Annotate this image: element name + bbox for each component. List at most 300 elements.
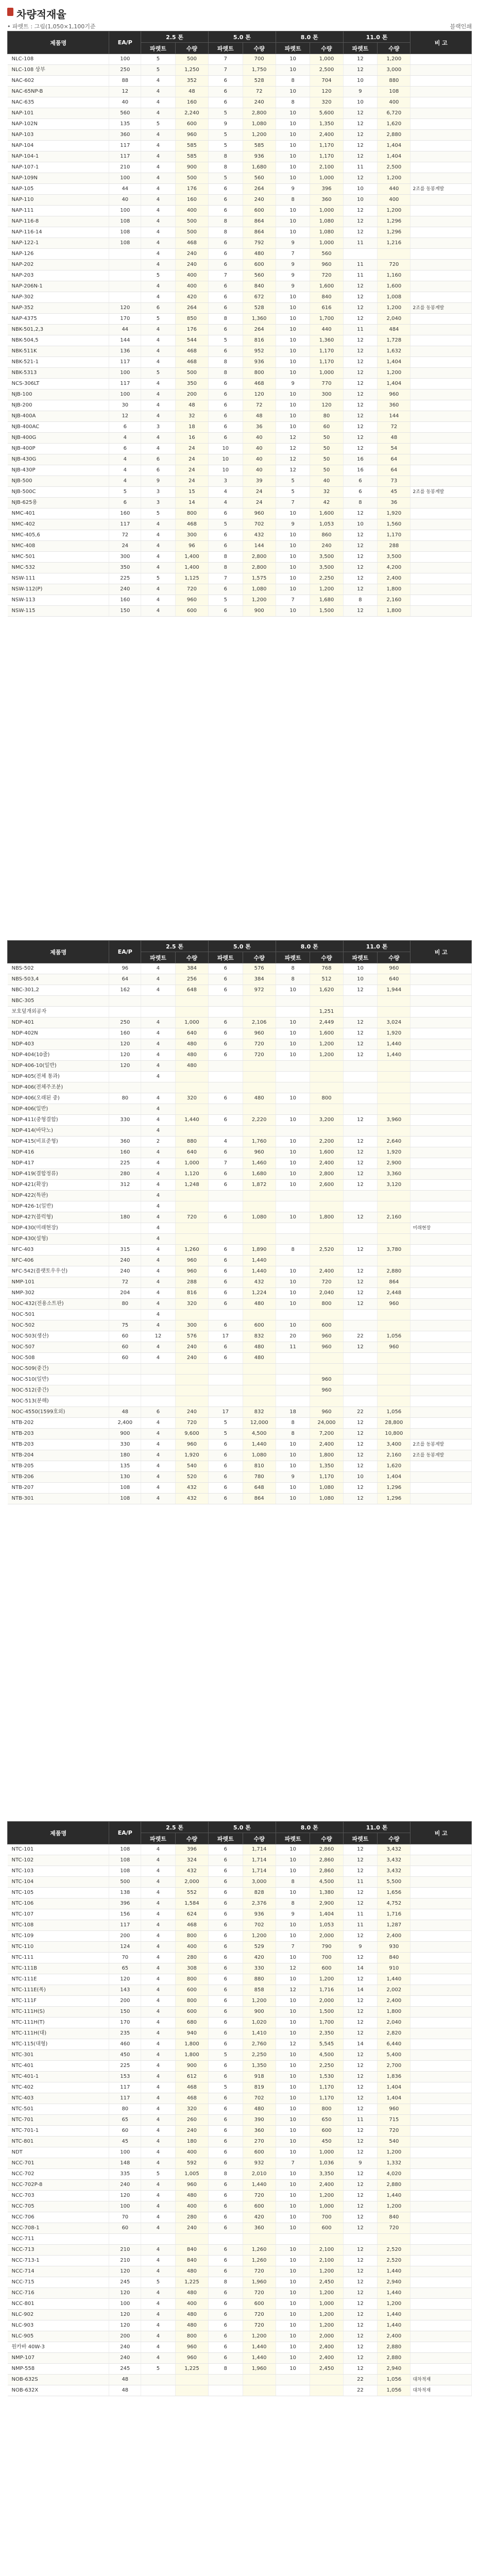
product-name-cell: NAP-122-1 — [8, 238, 109, 249]
value-cell: 120 — [109, 1061, 141, 1072]
product-name-cell: NSW-115 — [8, 606, 109, 617]
value-cell: 108 — [109, 238, 141, 249]
value-cell: 12 — [343, 1299, 378, 1310]
value-cell: 2,400 — [378, 573, 410, 584]
value-cell: 4 — [141, 1461, 176, 1472]
value-cell: 4 — [141, 1018, 176, 1028]
value-cell — [378, 1072, 410, 1082]
value-cell: 70 — [109, 1953, 141, 1963]
note-cell — [410, 1877, 472, 1888]
value-cell: 8 — [208, 2364, 243, 2375]
value-cell: 12 — [343, 2169, 378, 2180]
value-cell: 1,560 — [378, 519, 410, 530]
note-cell — [410, 54, 472, 65]
product-name-cell: NDP-419(결합정류) — [8, 1169, 109, 1180]
product-name-cell: NTC-111E — [8, 1974, 109, 1985]
value-cell: 1,700 — [310, 314, 343, 325]
header-truck-t110: 11.0 톤 — [343, 1822, 410, 1833]
table-row — [8, 292, 472, 303]
value-cell: 4 — [141, 2245, 176, 2256]
value-cell: 1,360 — [243, 314, 276, 325]
value-cell: 770 — [310, 379, 343, 389]
value-cell: 12 — [343, 1169, 378, 1180]
value-cell: 6 — [109, 498, 141, 509]
value-cell — [109, 1126, 141, 1137]
value-cell: 6 — [141, 303, 176, 314]
value-cell: 12 — [343, 303, 378, 314]
value-cell: 6 — [208, 1320, 243, 1331]
value-cell: 960 — [175, 1256, 208, 1266]
value-cell: 6 — [208, 1931, 243, 1942]
product-name-cell: NMC-401 — [8, 509, 109, 519]
product-name-cell: NBS-502 — [8, 963, 109, 974]
value-cell: 240 — [175, 1342, 208, 1353]
table-row — [8, 2126, 472, 2137]
value-cell: 1,440 — [378, 1050, 410, 1061]
product-name-cell: NTC-108 — [8, 1920, 109, 1931]
note-cell — [410, 379, 472, 389]
value-cell: 560 — [310, 249, 343, 260]
value-cell: 160 — [109, 595, 141, 606]
note-cell — [410, 87, 472, 97]
value-cell: 700 — [310, 2212, 343, 2223]
value-cell: 1,404 — [378, 141, 410, 151]
value-cell: 4 — [141, 151, 176, 162]
table-row — [8, 2234, 472, 2245]
value-cell: 6 — [208, 1018, 243, 1028]
value-cell: 10 — [276, 1137, 310, 1147]
value-cell: 1,440 — [243, 2353, 276, 2364]
note-cell — [410, 151, 472, 162]
value-cell — [378, 2234, 410, 2245]
value-cell — [276, 1310, 310, 1320]
value-cell: 12 — [343, 606, 378, 617]
value-cell: 1,440 — [243, 1256, 276, 1266]
note-cell — [410, 1483, 472, 1494]
value-cell: 6 — [208, 2342, 243, 2353]
note-cell — [410, 2147, 472, 2158]
table-row — [8, 1288, 472, 1299]
product-name-cell: NDP-406(일반) — [8, 1104, 109, 1115]
value-cell: 120 — [310, 87, 343, 97]
value-cell — [175, 1234, 208, 1245]
value-cell: 36 — [378, 498, 410, 509]
value-cell: 4 — [141, 2018, 176, 2028]
note-cell: 2조를 동봉계발 — [410, 487, 472, 498]
header-pallet-count: 파렛트 — [141, 43, 176, 54]
value-cell: 10 — [276, 2212, 310, 2223]
value-cell: 612 — [175, 2072, 208, 2082]
value-cell: 2,400 — [310, 2353, 343, 2364]
value-cell: 648 — [175, 985, 208, 996]
value-cell: 6 — [208, 2126, 243, 2137]
value-cell: 5 — [276, 476, 310, 487]
value-cell: 672 — [243, 292, 276, 303]
value-cell — [208, 996, 243, 1007]
value-cell: 1,440 — [378, 2320, 410, 2331]
value-cell: 560 — [243, 270, 276, 281]
value-cell: 6 — [208, 2223, 243, 2234]
table-row — [8, 563, 472, 573]
header-note: 비 고 — [410, 1822, 472, 1844]
value-cell: 50 — [310, 454, 343, 465]
table-row — [8, 216, 472, 227]
value-cell: 5 — [141, 65, 176, 76]
product-name-cell: NAP-116-14 — [8, 227, 109, 238]
value-cell: 180 — [175, 2137, 208, 2147]
value-cell: 5 — [208, 335, 243, 346]
product-name-cell: NJB-430P — [8, 465, 109, 476]
value-cell: 396 — [175, 1844, 208, 1855]
value-cell: 240 — [175, 1353, 208, 1364]
value-cell: 240 — [243, 97, 276, 108]
value-cell: 4 — [141, 2039, 176, 2050]
value-cell: 4 — [141, 87, 176, 97]
value-cell: 48 — [175, 87, 208, 97]
value-cell: 6 — [208, 1277, 243, 1288]
value-cell: 6 — [208, 2331, 243, 2342]
note-cell — [410, 2234, 472, 2245]
product-name-cell: NDP-403 — [8, 1039, 109, 1050]
value-cell: 600 — [243, 1320, 276, 1331]
value-cell: 12 — [343, 389, 378, 400]
table-row — [8, 1855, 472, 1866]
value-cell: 5 — [208, 1418, 243, 1429]
product-name-cell: NLC-902 — [8, 2310, 109, 2320]
value-cell: 600 — [310, 2126, 343, 2137]
value-cell: 4 — [141, 2115, 176, 2126]
value-cell: 240 — [310, 541, 343, 552]
value-cell: 12 — [343, 1147, 378, 1158]
product-name-cell: NDP-411(중형결합) — [8, 1115, 109, 1126]
value-cell: 40 — [243, 433, 276, 444]
table-row — [8, 1277, 472, 1288]
value-cell: 6 — [208, 1147, 243, 1158]
value-cell: 264 — [243, 184, 276, 195]
product-name-cell: NDP-414(바닥노) — [8, 1126, 109, 1137]
value-cell: 1,872 — [243, 1180, 276, 1191]
value-cell: 1,170 — [310, 1472, 343, 1483]
table-row — [8, 1234, 472, 1245]
value-cell: 10 — [276, 2147, 310, 2158]
value-cell: 180 — [109, 1212, 141, 1223]
value-cell: 10 — [276, 1920, 310, 1931]
value-cell: 60 — [109, 2126, 141, 2137]
value-cell — [243, 2375, 276, 2385]
value-cell: 9 — [276, 238, 310, 249]
value-cell: 1,404 — [378, 2082, 410, 2093]
value-cell: 6 — [208, 974, 243, 985]
product-name-cell: NCC-703 — [8, 2191, 109, 2201]
value-cell: 600 — [310, 2223, 343, 2234]
value-cell — [109, 292, 141, 303]
note-cell — [410, 2028, 472, 2039]
value-cell: 3,780 — [378, 1245, 410, 1256]
product-name-cell: NOC-4550(1599호외) — [8, 1407, 109, 1418]
table-row — [8, 1996, 472, 2007]
value-cell: 10 — [276, 2223, 310, 2234]
value-cell: 12 — [343, 2212, 378, 2223]
value-cell: 1,750 — [243, 65, 276, 76]
value-cell: 4 — [141, 1439, 176, 1450]
product-name-cell: NOC-432(전용소트판) — [8, 1299, 109, 1310]
value-cell: 960 — [378, 963, 410, 974]
value-cell: 136 — [109, 346, 141, 357]
table-row — [8, 2299, 472, 2310]
header-product-name: 제품명 — [8, 941, 109, 963]
value-cell: 5 — [141, 119, 176, 130]
value-cell: 9 — [276, 519, 310, 530]
value-cell: 240 — [109, 2342, 141, 2353]
value-cell: 4 — [141, 1899, 176, 1909]
value-cell: 8 — [276, 963, 310, 974]
value-cell: 1,404 — [378, 379, 410, 389]
header-quantity: 수량 — [175, 1833, 208, 1844]
value-cell: 5 — [208, 1429, 243, 1439]
table-row — [8, 2158, 472, 2169]
value-cell: 1,200 — [310, 2266, 343, 2277]
product-name-cell: NTB-203 — [8, 1429, 109, 1439]
value-cell: 6 — [208, 1299, 243, 1310]
value-cell: 4 — [141, 985, 176, 996]
table-row — [8, 281, 472, 292]
product-name-cell: NAC-65NP-B — [8, 87, 109, 97]
header-pallet-count: 파렛트 — [276, 952, 310, 963]
value-cell: 2,640 — [378, 1137, 410, 1147]
value-cell — [343, 1061, 378, 1072]
note-cell — [410, 216, 472, 227]
value-cell — [276, 1223, 310, 1234]
value-cell: 1,404 — [310, 1909, 343, 1920]
product-name-cell: NJB-500C — [8, 487, 109, 498]
table-row — [8, 141, 472, 151]
value-cell: 6 — [208, 2266, 243, 2277]
note-cell — [410, 292, 472, 303]
value-cell: 4 — [141, 1931, 176, 1942]
value-cell: 12 — [343, 2353, 378, 2364]
value-cell: 200 — [109, 1931, 141, 1942]
product-name-cell: NJB-400AC — [8, 422, 109, 433]
value-cell: 24 — [243, 498, 276, 509]
value-cell — [208, 1201, 243, 1212]
value-cell: 840 — [175, 2256, 208, 2266]
value-cell — [276, 1104, 310, 1115]
product-name-cell: NLC-903 — [8, 2320, 109, 2331]
value-cell: 400 — [175, 281, 208, 292]
table-row — [8, 509, 472, 519]
note-cell — [410, 1256, 472, 1266]
table-row — [8, 2223, 472, 2234]
product-name-cell: NAC-635 — [8, 97, 109, 108]
value-cell: 24 — [175, 476, 208, 487]
product-name-cell: NBK-501,2,3 — [8, 325, 109, 335]
value-cell: 936 — [243, 1909, 276, 1920]
value-cell: 1,053 — [310, 519, 343, 530]
value-cell: 108 — [378, 87, 410, 97]
value-cell: 2,350 — [310, 2028, 343, 2039]
value-cell: 1,836 — [378, 2072, 410, 2082]
value-cell: 1,080 — [310, 227, 343, 238]
value-cell: 1,000 — [175, 1018, 208, 1028]
value-cell: 2,240 — [175, 108, 208, 119]
value-cell — [208, 1061, 243, 1072]
value-cell: 170 — [109, 314, 141, 325]
value-cell: 4 — [141, 281, 176, 292]
value-cell: 10 — [276, 2104, 310, 2115]
note-cell — [410, 2126, 472, 2137]
value-cell: 1,400 — [175, 552, 208, 563]
header-quantity: 수량 — [175, 952, 208, 963]
value-cell: 12 — [343, 1028, 378, 1039]
table-row — [8, 325, 472, 335]
value-cell: 2,449 — [310, 1018, 343, 1028]
value-cell: 235 — [109, 2028, 141, 2039]
value-cell: 4 — [141, 76, 176, 87]
note-cell: 대차적재 — [410, 2375, 472, 2385]
value-cell: 10 — [276, 1115, 310, 1126]
value-cell — [208, 1364, 243, 1375]
value-cell: 300 — [175, 530, 208, 541]
product-name-cell: NTB-204 — [8, 1450, 109, 1461]
value-cell: 4 — [141, 595, 176, 606]
table-row — [8, 1169, 472, 1180]
value-cell — [243, 1072, 276, 1082]
value-cell: 960 — [310, 1385, 343, 1396]
value-cell: 819 — [243, 2082, 276, 2093]
value-cell: 2,860 — [310, 1855, 343, 1866]
value-cell: 108 — [109, 227, 141, 238]
value-cell: 5 — [208, 141, 243, 151]
value-cell: 9 — [276, 281, 310, 292]
product-name-cell: NFC-406 — [8, 1256, 109, 1266]
value-cell: 10 — [276, 227, 310, 238]
value-cell — [109, 1385, 141, 1396]
table-row — [8, 2385, 472, 2396]
value-cell — [310, 2385, 343, 2396]
value-cell: 148 — [109, 2158, 141, 2169]
value-cell: 396 — [109, 1899, 141, 1909]
value-cell: 960 — [378, 1299, 410, 1310]
value-cell — [378, 1201, 410, 1212]
table-row — [8, 996, 472, 1007]
print-link[interactable]: 블랙인쇄 — [450, 23, 472, 30]
value-cell: 5 — [141, 573, 176, 584]
value-cell: 840 — [243, 281, 276, 292]
value-cell: 1,716 — [378, 1909, 410, 1920]
value-cell: 12 — [343, 2093, 378, 2104]
value-cell: 10 — [276, 1494, 310, 1504]
value-cell: 500 — [175, 173, 208, 184]
table-row — [8, 2375, 472, 2385]
table-row — [8, 1953, 472, 1963]
value-cell: 384 — [175, 963, 208, 974]
table-row — [8, 519, 472, 530]
product-name-cell: NAP-107-1 — [8, 162, 109, 173]
value-cell: 6 — [208, 1855, 243, 1866]
value-cell: 44 — [109, 325, 141, 335]
value-cell: 1,400 — [175, 563, 208, 573]
value-cell: 60 — [109, 1331, 141, 1342]
value-cell: 6 — [208, 530, 243, 541]
value-cell: 2,400 — [310, 2180, 343, 2191]
value-cell: 10 — [276, 2320, 310, 2331]
product-name-cell: NAP-101 — [8, 108, 109, 119]
value-cell: 6 — [208, 2201, 243, 2212]
product-name-cell: NTC-401 — [8, 2061, 109, 2072]
value-cell: 9 — [276, 260, 310, 270]
table-row — [8, 2191, 472, 2201]
value-cell: 1,890 — [243, 1245, 276, 1256]
value-cell: 10 — [276, 1931, 310, 1942]
value-cell: 7 — [208, 1158, 243, 1169]
value-cell: 12 — [343, 2028, 378, 2039]
value-cell: 2,940 — [378, 2277, 410, 2288]
value-cell: 4 — [141, 963, 176, 974]
value-cell: 1,944 — [378, 985, 410, 996]
header-quantity: 수량 — [310, 1833, 343, 1844]
note-cell — [410, 2180, 472, 2191]
value-cell — [208, 1375, 243, 1385]
note-cell: 2조를 동봉계발 — [410, 184, 472, 195]
note-cell — [410, 530, 472, 541]
value-cell: 4 — [141, 606, 176, 617]
value-cell: 10 — [276, 368, 310, 379]
note-cell — [410, 195, 472, 206]
value-cell: 8 — [208, 314, 243, 325]
value-cell — [208, 1126, 243, 1137]
value-cell: 8 — [208, 368, 243, 379]
product-name-cell: NTC-501 — [8, 2104, 109, 2115]
value-cell: 12 — [343, 1115, 378, 1126]
value-cell: 10 — [208, 465, 243, 476]
value-cell: 240 — [109, 1266, 141, 1277]
value-cell: 1,000 — [310, 206, 343, 216]
value-cell: 2,900 — [378, 1158, 410, 1169]
value-cell: 7 — [208, 573, 243, 584]
value-cell: 170 — [109, 2018, 141, 2028]
value-cell: 400 — [175, 2201, 208, 2212]
value-cell — [310, 1310, 343, 1320]
header-quantity: 수량 — [175, 43, 208, 54]
product-name-cell: NDP-417 — [8, 1158, 109, 1169]
value-cell: 12 — [343, 2299, 378, 2310]
value-cell: 792 — [243, 238, 276, 249]
value-cell: 800 — [310, 1299, 343, 1310]
note-cell — [410, 1169, 472, 1180]
table-row — [8, 1299, 472, 1310]
value-cell: 6 — [208, 411, 243, 422]
value-cell: 10 — [276, 2191, 310, 2201]
note-cell — [410, 1942, 472, 1953]
value-cell: 4 — [141, 292, 176, 303]
value-cell: 6 — [208, 606, 243, 617]
value-cell: 160 — [109, 509, 141, 519]
value-cell: 480 — [243, 1299, 276, 1310]
value-cell: 960 — [175, 130, 208, 141]
product-name-cell: NCC-702P-8 — [8, 2180, 109, 2191]
value-cell — [208, 1234, 243, 1245]
product-name-cell: NTC-401-1 — [8, 2072, 109, 2082]
value-cell: 12 — [343, 1245, 378, 1256]
value-cell: 1,170 — [310, 357, 343, 368]
value-cell: 8 — [276, 1429, 310, 1439]
value-cell: 10 — [276, 2050, 310, 2061]
value-cell: 1,714 — [243, 1844, 276, 1855]
value-cell: 12 — [276, 1963, 310, 1974]
product-name-cell: NJB-200 — [8, 400, 109, 411]
value-cell: 2,250 — [310, 2061, 343, 2072]
value-cell — [175, 1007, 208, 1018]
